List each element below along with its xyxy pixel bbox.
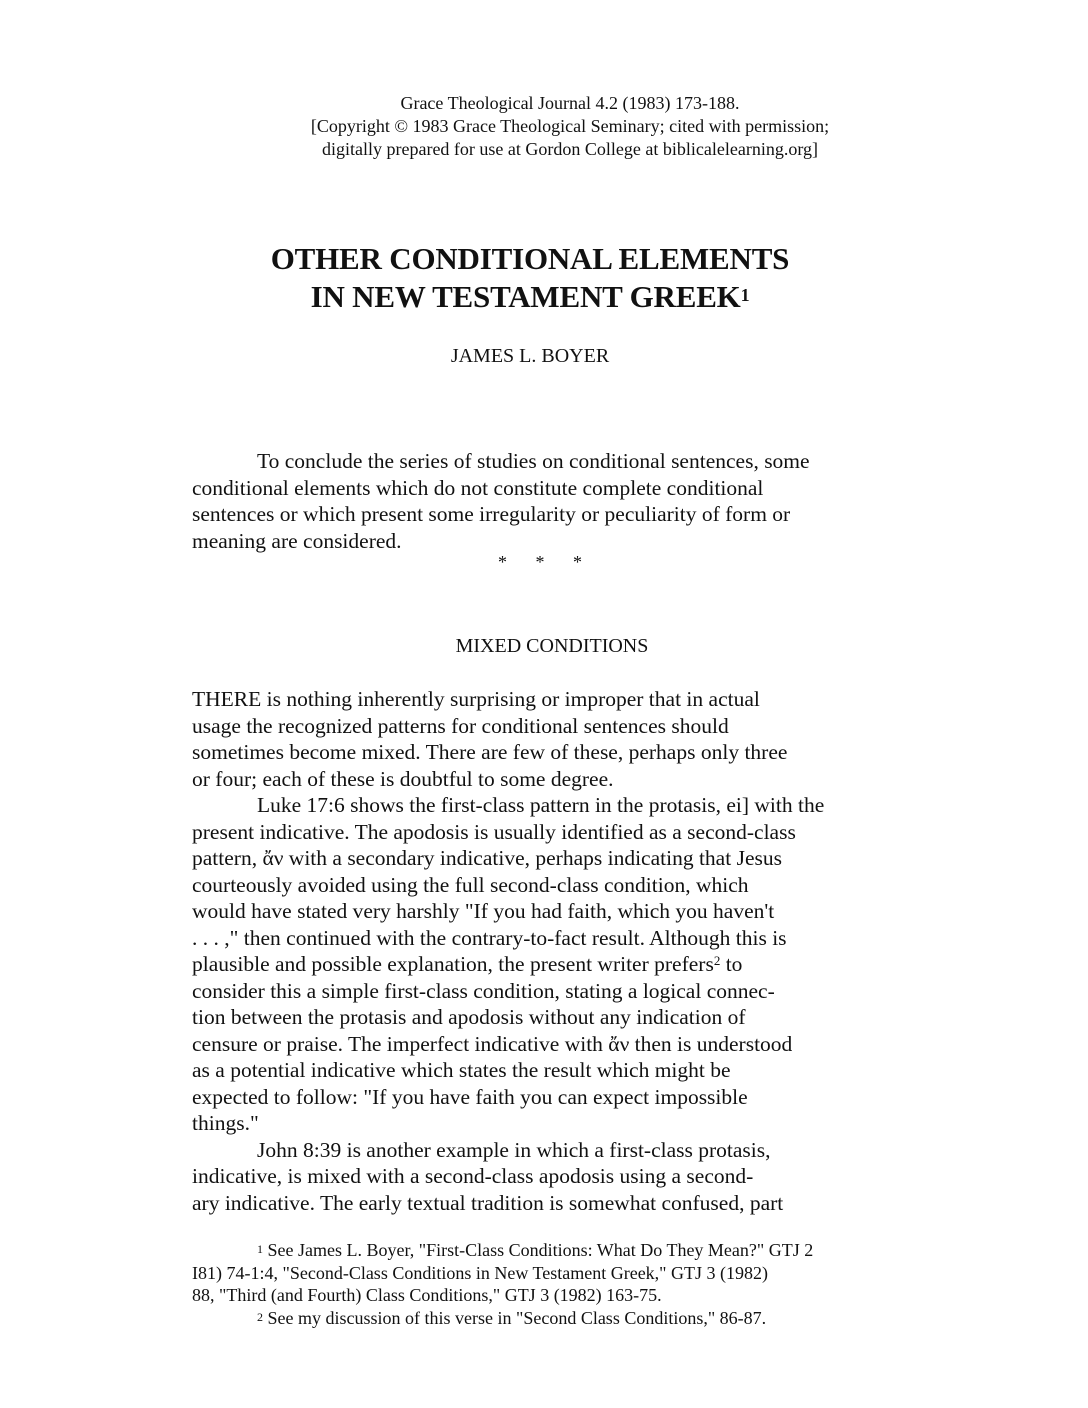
footnote-mark-2: 2 [713, 953, 721, 968]
body-line: censure or praise. The imperfect indicative with ἄν then is understood [192, 1031, 793, 1056]
body-line: Luke 17:6 shows the first-class pattern in the protasis, ei] with the [257, 793, 825, 817]
body-line: . . . ," then continued with the contrary-to-fact result. Although this is [192, 925, 787, 950]
section-heading: MIXED CONDITIONS [455, 635, 649, 657]
footnote-1-text: See James L. Boyer, "First-Class Conditions: What Do They Mean?" GTJ 2 [263, 1240, 814, 1260]
body-line: THERE is nothing inherently surprising or improper that in actual [192, 687, 760, 711]
body-line: consider this a simple first-class condition, stating a logical connec- [192, 978, 775, 1003]
body-line: would have stated very harshly "If you had faith, which you haven't [192, 899, 775, 923]
title-line-1: OTHER CONDITIONAL ELEMENTS [270, 241, 790, 276]
abstract-line: sentences or which present some irregularity or peculiarity of form or [192, 502, 791, 526]
body-line: John 8:39 is another example in which a first-class protasis, [257, 1137, 771, 1162]
abstract-line: To conclude the series of studies on conditional sentences, some [257, 449, 810, 473]
abstract [192, 448, 892, 554]
citation-line-copyright: [Copyright © 1983 Grace Theological Seminary; cited with permission; [310, 116, 830, 136]
abstract-line: meaning are considered. [192, 528, 402, 553]
body-line: courteously avoided using the full second-class condition, which [192, 872, 749, 897]
body-line: sometimes become mixed. There are few of these, perhaps only three [192, 740, 788, 764]
footnotes [192, 1239, 892, 1329]
abstract-line: conditional elements which do not constitute complete conditional [192, 475, 764, 500]
article-title [200, 240, 860, 316]
section-separator: * * * [498, 552, 582, 572]
body-line-text: to [720, 952, 743, 976]
citation-header [270, 92, 870, 161]
body-line: ary indicative. The early textual tradition is somewhat confused, part [192, 1190, 784, 1215]
citation-line-journal: Grace Theological Journal 4.2 (1983) 173-188. [400, 93, 740, 113]
body-text [192, 686, 892, 1216]
body-line: pattern, ἄν with a secondary indicative, perhaps indicating that Jesus [192, 846, 782, 870]
body-line: tion between the protasis and apodosis without any indication of [192, 1005, 746, 1029]
author-name: JAMES L. BOYER [450, 345, 610, 367]
body-line: expected to follow: "If you have faith you can expect impossible [192, 1084, 748, 1109]
body-line: as a potential indicative which states the result which might be [192, 1058, 731, 1082]
footnote-2-mark: 2 [257, 1309, 263, 1324]
title-line-2 [200, 278, 860, 316]
title-line-2-text: IN NEW TESTAMENT GREEK [310, 279, 741, 314]
footnote-1-mark: 1 [257, 1242, 263, 1256]
body-line-with-footnote [192, 951, 892, 978]
footnote-1-line: 88, "Third (and Fourth) Class Conditions," GTJ 3 (1982) 163-75. [192, 1285, 662, 1305]
title-footnote-mark: 1 [740, 285, 750, 305]
footnote-2-text: See my discussion of this verse in "Second Class Conditions," 86-87. [263, 1307, 767, 1328]
body-line: or four; each of these is doubtful to some degree. [192, 766, 614, 791]
body-line: present indicative. The apodosis is usually identified as a second-class [192, 819, 796, 844]
footnote-2-line [192, 1307, 892, 1330]
body-line: things." [192, 1111, 259, 1135]
body-line: usage the recognized patterns for conditional sentences should [192, 713, 729, 738]
body-line: indicative, is mixed with a second-class apodosis using a second- [192, 1164, 754, 1188]
footnote-1-line [192, 1239, 892, 1262]
footnote-1-line: I81) 74-1:4, "Second-Class Conditions in New Testament Greek," GTJ 3 (1982) [192, 1262, 769, 1283]
body-line-text: plausible and possible explanation, the present writer prefers [192, 952, 714, 976]
citation-line-digitization: digitally prepared for use at Gordon College at biblicalelearning.org] [321, 139, 818, 159]
